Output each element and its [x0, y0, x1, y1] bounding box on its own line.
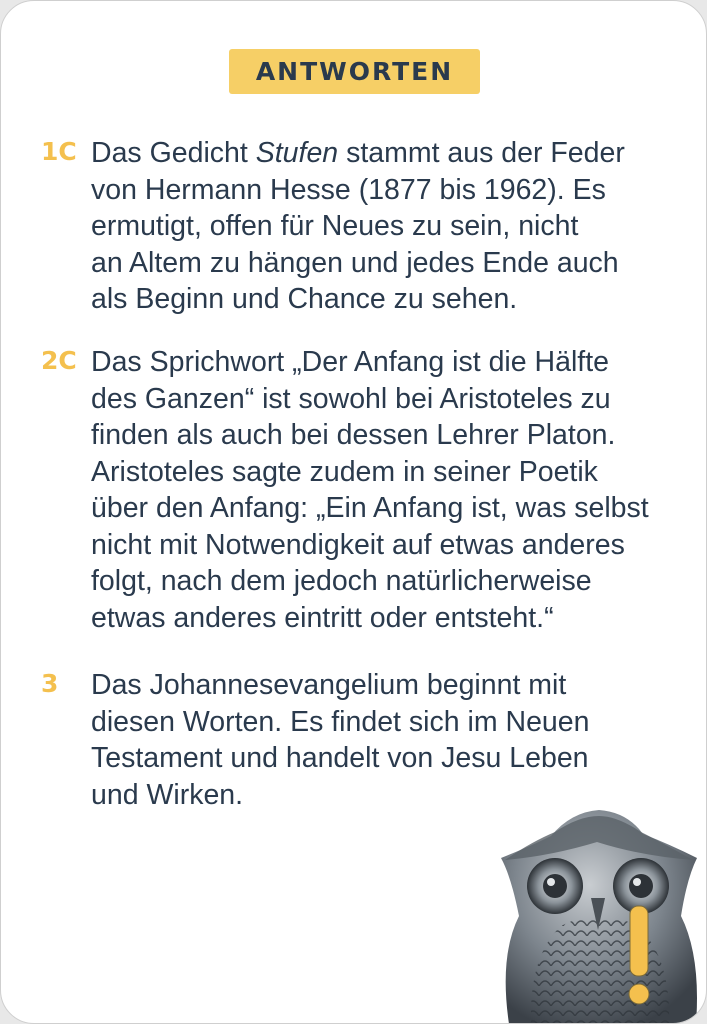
answer-line: nicht mit Notwendigkeit auf etwas anderes	[91, 528, 625, 561]
header-badge	[229, 49, 480, 94]
answer-line: an Altem zu hängen und jedes Ende auch	[91, 246, 619, 279]
answer-line: und Wirken.	[91, 778, 244, 811]
answer-line: Das Johannesevangelium beginnt mit	[91, 669, 567, 701]
poem-title: Stufen	[255, 137, 339, 169]
answer-line: als Beginn und Chance zu sehen.	[91, 283, 518, 315]
answer-line: folgt, nach dem jedoch natürlicherweise	[91, 565, 592, 597]
answer-line: ermutigt, offen für Neues zu sein, nicht	[91, 210, 579, 242]
answer-line: etwas anderes eintritt oder entsteht.“	[91, 601, 554, 634]
answer-text	[91, 667, 681, 813]
answer-line: des Ganzen“ ist sowohl bei Aristoteles zu	[91, 382, 611, 415]
answer-line: finden als auch bei dessen Lehrer Platon.	[91, 419, 616, 451]
answer-line: Aristoteles sagte zudem in seiner Poetik	[91, 455, 598, 488]
answer-text	[91, 135, 681, 318]
answer-line: Das Sprichwort „Der Anfang ist die Hälfte	[91, 346, 609, 378]
answer-number: 3	[41, 669, 59, 698]
answer-number: 2C	[41, 346, 77, 375]
answer-line: diesen Worten. Es findet sich im Neuen	[91, 705, 590, 738]
answer-number: 1C	[41, 137, 77, 166]
answer-text	[91, 344, 681, 636]
answer-line: über den Anfang: „Ein Anfang ist, was selbst	[91, 492, 649, 524]
answer-line: Testament und handelt von Jesu Leben	[91, 742, 589, 774]
answer-line: von Hermann Hesse (1877 bis 1962). Es	[91, 173, 606, 206]
owl-with-exclamation-icon	[491, 806, 706, 1024]
answer-line: Das Gedicht Stufen stammt aus der Feder	[91, 137, 625, 169]
header-title: ANTWORTEN	[255, 57, 454, 86]
